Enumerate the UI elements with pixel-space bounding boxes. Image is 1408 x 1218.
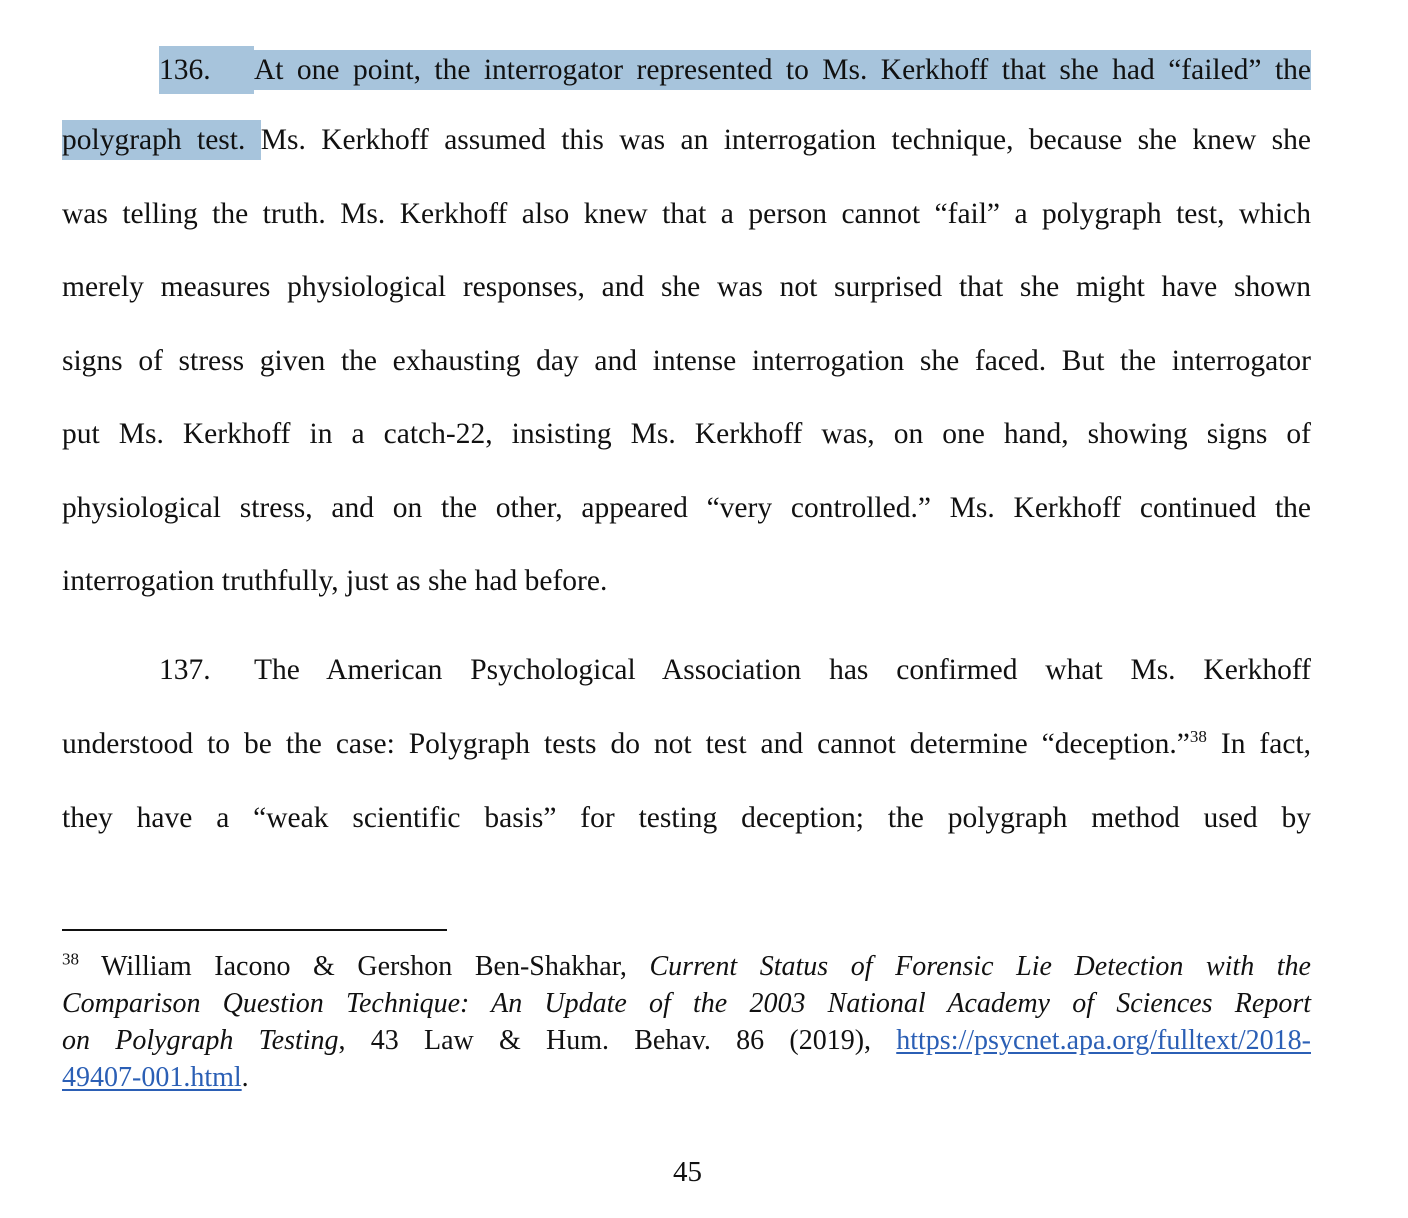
footnote-title-3: on Polygraph Testing [62, 1025, 339, 1056]
footnote-authors: William Iacono & Gershon Ben-Shakhar, [79, 951, 650, 982]
footnote-line-1 [62, 948, 1311, 985]
para-137-line-2 [62, 724, 1311, 764]
para-137-line-1-text: The American Psychological Association has confirmed what Ms. Kerkhoff [254, 654, 1311, 686]
para-136-line-3: was telling the truth. Ms. Kerkhoff also knew that a person cannot “fail” a polygraph test, which [62, 198, 1311, 230]
footnote-separator [62, 929, 447, 931]
para-136-line-8: interrogation truthfully, just as she had before. [62, 565, 608, 597]
footnote-line-3 [62, 1022, 1311, 1059]
para-137-line-3: they have a “weak scientific basis” for testing deception; the polygraph method used by [62, 802, 1311, 834]
para-137-line-2-tail: In fact, [1206, 728, 1312, 760]
page-number: 45 [673, 1156, 702, 1188]
para-136-highlighted-text-2[interactable]: polygraph test. [62, 120, 261, 160]
para-137-line-1 [62, 650, 1311, 690]
footnote-title-2: Comparison Question Technique: An Update of the 2003 National Academy of Sciences Report [62, 988, 1311, 1019]
footnote-line-2 [62, 985, 1311, 1022]
footnote-url-link-2[interactable]: 49407-001.html [62, 1062, 242, 1093]
footnote-trailing-period: . [241, 1062, 249, 1093]
footnote-url-link-1[interactable]: https://psycnet.apa.org/fulltext/2018- [896, 1025, 1311, 1056]
para-136-line-6: put Ms. Kerkhoff in a catch-22, insisting Ms. Kerkhoff was, on one hand, showing signs of [62, 418, 1311, 450]
para-136-line-4: merely measures physiological responses, and she was not surprised that she might have shown [62, 271, 1311, 303]
para-136-number[interactable]: 136. [159, 46, 254, 94]
para-137-line-2-text: understood to be the case: Polygraph tests do not test and cannot determine “deception.” [62, 728, 1190, 760]
footnote-citation: , 43 Law & Hum. Behav. 86 (2019), [338, 1025, 897, 1056]
para-137-number: 137. [159, 654, 211, 686]
footnote-title-1: Current Status of Forensic Lie Detection with the [649, 951, 1311, 982]
para-136-line-2-text: Ms. Kerkhoff assumed this was an interrogation technique, because she knew she [260, 124, 1311, 156]
footnote-marker: 38 [62, 949, 79, 969]
para-136-line-7: physiological stress, and on the other, appeared “very controlled.” Ms. Kerkhoff continued the [62, 492, 1311, 524]
footnote-reference-38[interactable]: 38 [1189, 727, 1207, 747]
footnote-line-4 [62, 1059, 1311, 1096]
para-136-highlighted-text-1[interactable]: At one point, the interrogator represented to Ms. Kerkhoff that she had “failed” the [254, 50, 1311, 90]
para-136-line-2 [62, 120, 1311, 160]
para-136-line-1 [62, 46, 1311, 86]
para-136-line-5: signs of stress given the exhausting day and intense interrogation she faced. But the interrogator [62, 345, 1311, 377]
